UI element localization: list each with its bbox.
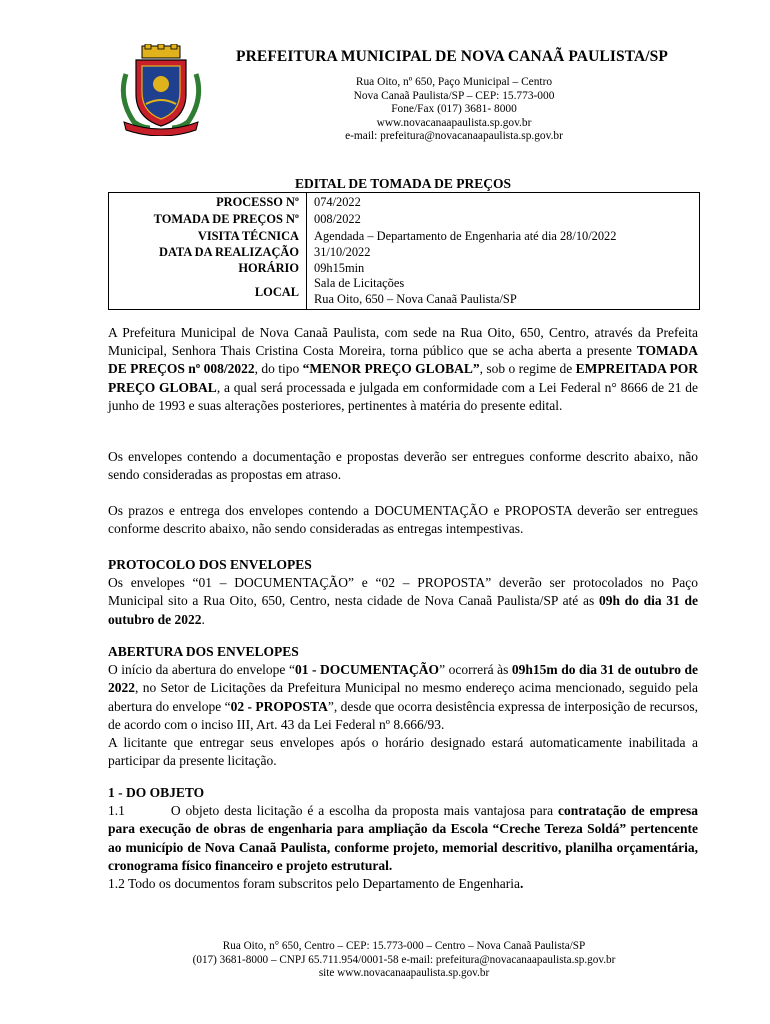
address-line: Nova Canaã Paulista/SP – CEP: 15.773-000: [353, 89, 555, 102]
inabilitation-note: A licitante que entregar seus envelopes após o horário designado estará automaticamente inabilitada a participar da presente licitação.: [108, 735, 698, 769]
address-line: Rua Oito, nº 650, Paço Municipal – Centro: [355, 76, 553, 88]
text-span: , a qual será processada e julgada em conformidade com a Lei Federal n° 8666 de 21 de junho de 1993 e suas alterações posteriores, pertinentes à matéria do presente edital.: [108, 379, 699, 413]
objeto-section: [108, 784, 698, 893]
municipality-title: PREFEITURA MUNICIPAL DE NOVA CANAÃ PAULISTA/SP: [236, 48, 668, 65]
section-heading: 1 - DO OBJETO: [108, 785, 205, 800]
bold-span: 02 - PROPOSTA: [230, 698, 328, 714]
table-row: [109, 228, 701, 245]
row-value: Rua Oito, 650 – Nova Canaã Paulista/SP: [314, 292, 517, 306]
item-1-2: [108, 875, 698, 893]
municipal-seal-icon: [116, 44, 206, 136]
phone-line: Fone/Fax (017) 3681- 8000: [391, 103, 517, 116]
row-label: PROCESSO Nº: [216, 195, 299, 209]
bold-span: EMPREITADA POR PREÇO GLOBAL: [108, 361, 699, 395]
text-span: O início da abertura do envelope “: [108, 662, 295, 678]
deadlines-paragraph: Os prazos e entrega dos envelopes contendo a DOCUMENTAÇÃO e PROPOSTA deverão ser entregues conforme descrito abaixo, não sendo consideradas as entregas intempestivas.: [108, 503, 698, 537]
abertura-section: [108, 643, 698, 770]
row-value: 09h15min: [314, 261, 365, 275]
intro-paragraph: [108, 324, 698, 415]
bold-span: 09h do dia 31 de outubro de 2022: [108, 593, 698, 627]
header-address: [260, 76, 648, 144]
bold-span: TOMADA DE PREÇOS nº 008/2022: [108, 343, 698, 377]
page-footer: [130, 940, 678, 981]
row-value: Agendada – Departamento de Engenharia até dia 28/10/2022: [314, 229, 617, 243]
footer-contact: (017) 3681-8000 – CNPJ 65.711.954/0001-58 e-mail: prefeitura@novacanaapaulista.sp.gov.br: [192, 953, 616, 966]
section-heading: PROTOCOLO DOS ENVELOPES: [108, 557, 312, 572]
text-span: , no Setor de Licitações da Prefeitura Municipal no mesmo endereço acima mencionado, seguido pela abertura do envelope “: [108, 680, 698, 714]
table-row: [109, 244, 701, 261]
table-row: [109, 211, 701, 228]
text-span: 1.2 Todo os documentos foram subscritos pelo Departamento de Engenharia: [108, 876, 520, 892]
row-label: TOMADA DE PREÇOS Nº: [153, 212, 299, 226]
edital-title: EDITAL DE TOMADA DE PREÇOS: [294, 176, 512, 191]
row-value: 31/10/2022: [314, 245, 371, 259]
text-span: ” ocorrerá às: [439, 662, 512, 678]
text-span: .: [201, 611, 205, 627]
text-span: A Prefeitura Municipal de Nova Canaã Paulista, com sede na Rua Oito, 650, Centro, através da Prefeita Municipal, Senhora Thais Cristina Costa Moreira, torna público que se acha aberta a presente: [108, 325, 698, 359]
bold-span: contratação de empresa para execução de obras de engenharia para ampliação da Escola “Creche Tereza Soldá” pertencente ao município de Nova Canaã Paulista, conforme projeto, memorial descritivo, planilha orçamentária, cronograma físico financeiro e projeto estrutural.: [108, 803, 699, 873]
table-row: [109, 194, 701, 211]
bold-span: 01 - DOCUMENTAÇÃO: [294, 662, 440, 678]
row-value: Sala de Licitações: [314, 276, 405, 290]
text-span: ”, desde que ocorra desistência expressa de interposição de recursos, de acordo com o inciso III, Art. 43 da Lei Federal nº 8.666/93.: [108, 698, 698, 732]
text-span: O objeto desta licitação é a escolha da proposta mais vantajosa para: [170, 803, 558, 819]
website-line: www.novacanaapaulista.sp.gov.br: [376, 116, 532, 129]
bold-span: 09h15m do dia 31 de outubro de 2022: [108, 662, 699, 696]
text-span: Os envelopes “01 – DOCUMENTAÇÃO” e “02 – PROPOSTA” deverão ser protocolados no Paço Municipal sito a Rua Oito, 650, Centro, nesta cidade de Nova Canaã Paulista/SP até as: [108, 575, 698, 609]
section-heading: ABERTURA DOS ENVELOPES: [108, 644, 299, 659]
row-label: LOCAL: [254, 285, 299, 299]
protocolo-section: [108, 556, 698, 629]
row-value: 008/2022: [314, 212, 361, 226]
footer-site: site www.novacanaapaulista.sp.gov.br: [318, 967, 490, 980]
row-label: HORÁRIO: [238, 261, 299, 275]
item-number: 1.1: [108, 803, 125, 819]
footer-address: Rua Oito, n° 650, Centro – CEP: 15.773-000 – Centro – Nova Canaã Paulista/SP: [222, 940, 586, 952]
text-span: , sob o regime de: [479, 361, 576, 377]
text-span: , do tipo: [254, 361, 303, 377]
bold-span: .: [519, 876, 524, 892]
envelopes-paragraph: Os envelopes contendo a documentação e propostas deverão ser entregues conforme descrito abaixo, não sendo consideradas as propostas em atraso.: [108, 449, 698, 483]
row-value: 074/2022: [314, 195, 361, 209]
email-line: e-mail: prefeitura@novacanaapaulista.sp.gov.br: [345, 130, 563, 143]
table-row-local: [109, 275, 701, 311]
edital-info-table: [108, 192, 700, 310]
row-label: DATA DA REALIZAÇÃO: [159, 245, 299, 259]
bold-span: “MENOR PREÇO GLOBAL”: [302, 361, 480, 377]
row-label: VISITA TÉCNICA: [197, 229, 299, 243]
